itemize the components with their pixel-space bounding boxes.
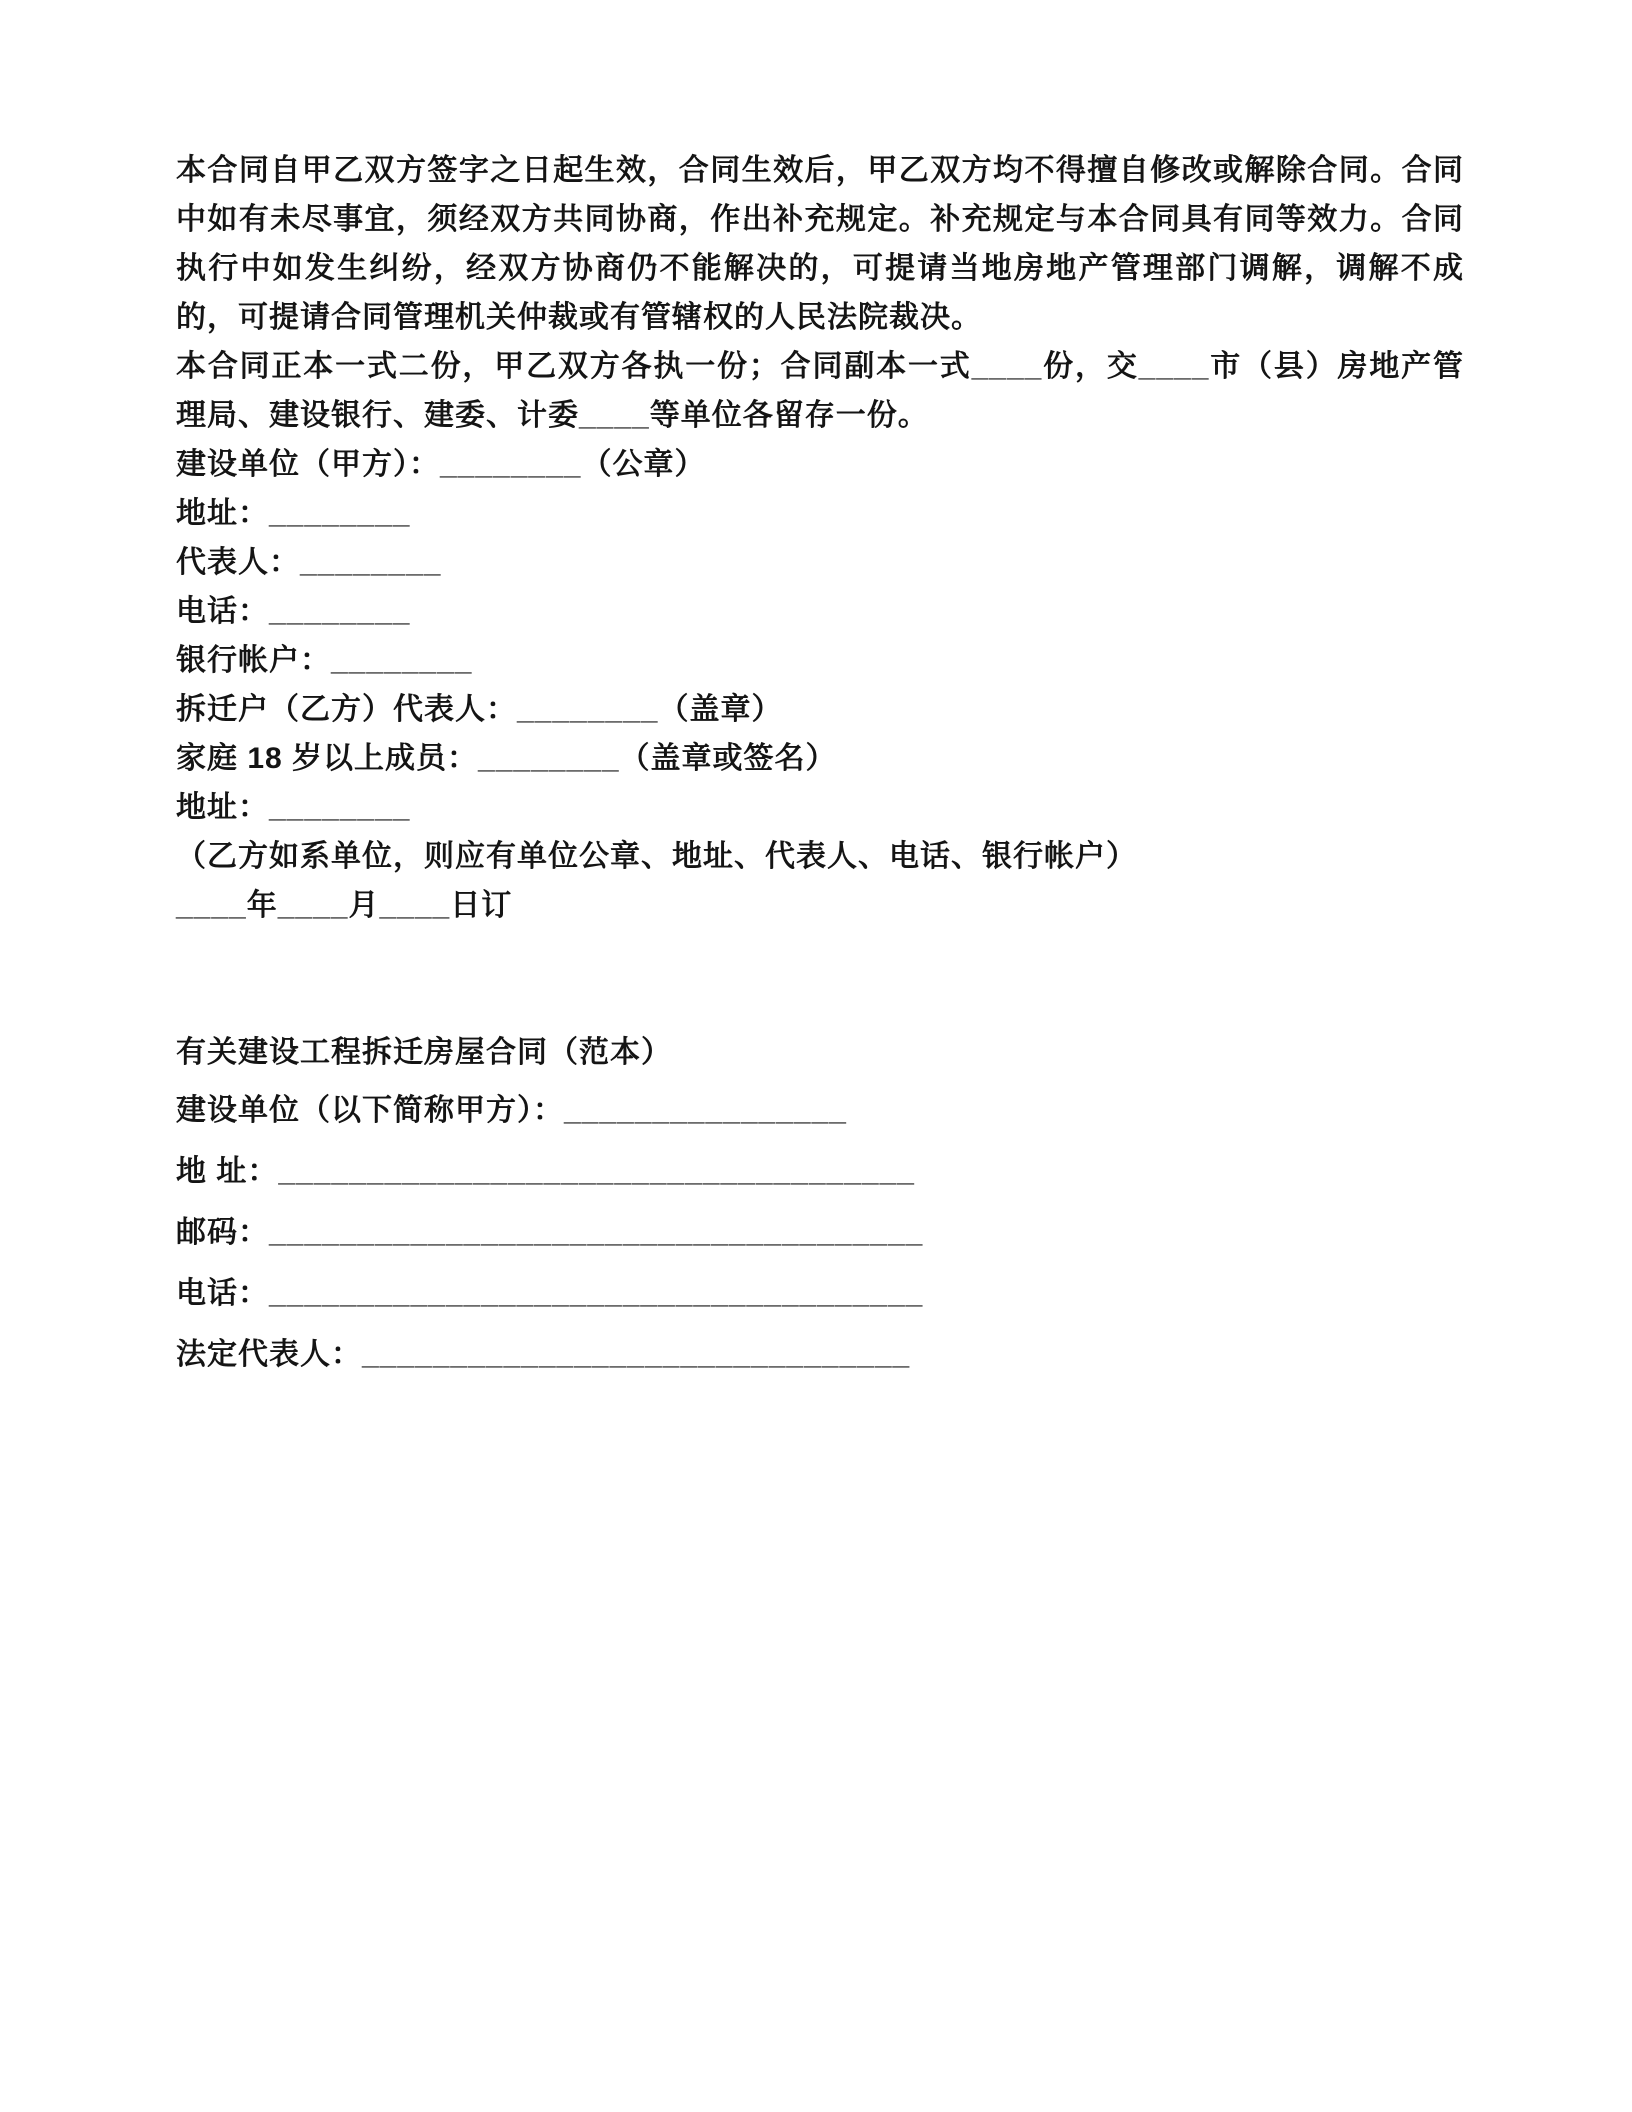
field-representative-party-a: 代表人：________ (176, 546, 442, 579)
field-family-adult-members: 家庭 18 岁以上成员：________（盖章或签名） (176, 742, 837, 775)
paragraph-effectiveness-clause: 本合同自甲乙双方签字之日起生效，合同生效后，甲乙双方均不得擅自修改或解除合同。合同中如有未尽事宜，须经双方共同协商，作出补充规定。补充规定与本合同具有同等效力。合同执行中如发生纠纷，经双方协商仍不能解决的，可提请当地房地产管理部门调解，调解不成的，可提请合同管理机关仲裁或有管辖权的人民法院裁决。 (176, 154, 1464, 334)
field-construction-unit-party-a: 建设单位（甲方）：________（公章） (176, 448, 706, 481)
field-address-party-a: 地址：________ (176, 497, 411, 530)
field-address-party-b: 地址：________ (176, 791, 411, 824)
field-phone-template: 电话：_____________________________________ (176, 1277, 924, 1310)
section-title-demolition-contract-template: 有关建设工程拆迁房屋合同（范本） (176, 1036, 672, 1069)
field-legal-representative-template: 法定代表人：_______________________________ (176, 1338, 911, 1371)
field-relocated-household-representative: 拆迁户（乙方）代表人：________（盖章） (176, 693, 783, 726)
field-construction-unit-template: 建设单位（以下简称甲方）：________________ (176, 1094, 847, 1127)
field-bank-account-party-a: 银行帐户：________ (176, 644, 473, 677)
field-date-signed: ____年____月____日订 (176, 889, 513, 922)
note-party-b-unit-requirements: （乙方如系单位，则应有单位公章、地址、代表人、电话、银行帐户） (176, 840, 1137, 873)
contract-body (176, 146, 1464, 1382)
field-postal-code-template: 邮码：_____________________________________ (176, 1216, 924, 1249)
paragraph-copies-clause: 本合同正本一式二份，甲乙双方各执一份；合同副本一式____份，交____市（县）房地产管理局、建设银行、建委、计委____等单位各留存一份。 (176, 350, 1464, 432)
field-phone-party-a: 电话：________ (176, 595, 411, 628)
field-address-template: 地 址：____________________________________ (176, 1155, 915, 1188)
